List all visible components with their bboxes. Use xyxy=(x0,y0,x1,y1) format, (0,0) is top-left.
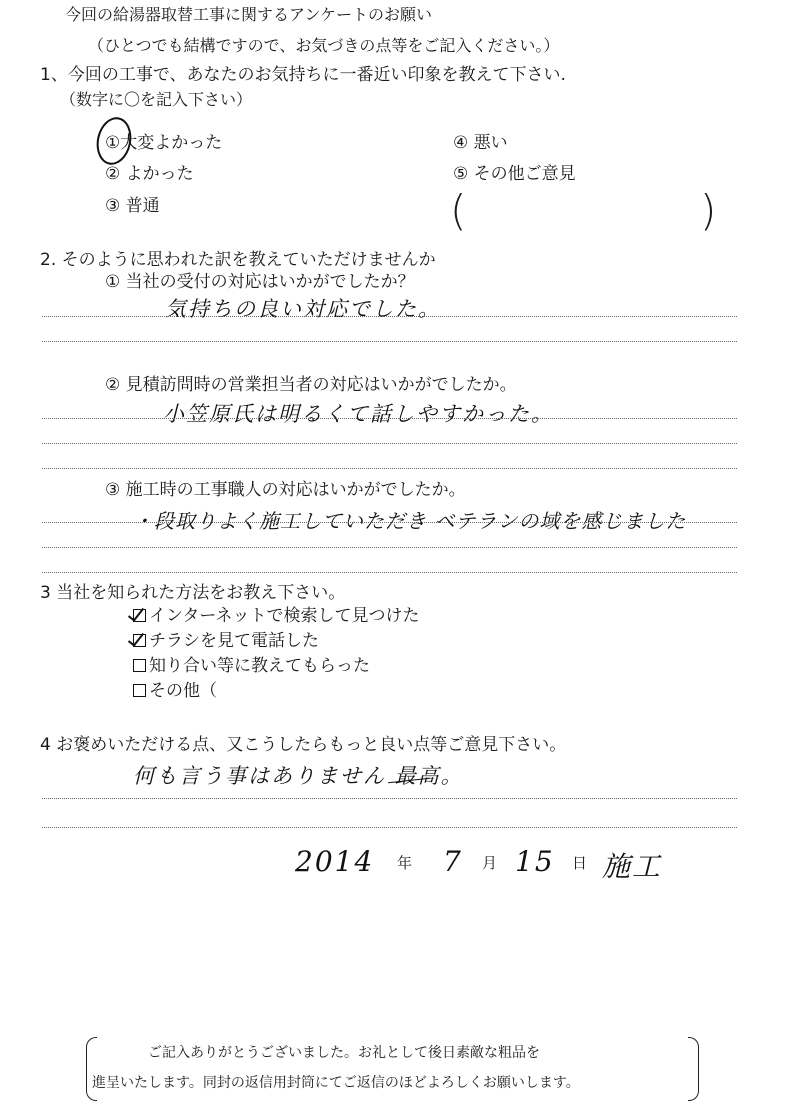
q3-option-flyer[interactable] xyxy=(133,631,319,651)
q3-option-referral[interactable] xyxy=(133,656,370,676)
q4-question: 4 お褒めいただける点、又こうしたらもっと良い点等ご意見下さい。 xyxy=(40,735,567,755)
date-month: 7 xyxy=(443,845,463,878)
q1-other-paren-open: ( xyxy=(450,186,467,235)
footer-line-1: ご記入ありがとうございました。お礼として後日素敵な粗品を xyxy=(148,1045,540,1061)
q3-option-other[interactable] xyxy=(133,681,217,701)
answer-line xyxy=(42,341,737,342)
q2-item-sales: ② 見積訪問時の営業担当者の対応はいかがでしたか。 xyxy=(105,375,517,395)
q2-item-workers: ③ 施工時の工事職人の対応はいかがでしたか。 xyxy=(105,480,466,500)
q2-answer-reception: 気持ちの良い対応でした。 xyxy=(165,297,441,321)
q2-item-reception: ① 当社の受付の対応はいかがでしたか？ xyxy=(105,272,415,292)
date-day: 15 xyxy=(515,845,555,878)
q2-answer-sales: 小笠原氏は明るくて話しやすかった。 xyxy=(163,402,554,426)
checkbox-icon[interactable] xyxy=(133,659,146,672)
q1-option-other[interactable]: ⑤ その他ご意見 xyxy=(453,164,576,184)
q1-option-normal[interactable]: ③ 普通 xyxy=(105,196,160,216)
date-suffix: 施工 xyxy=(602,850,663,883)
answer-line xyxy=(42,572,737,573)
answer-line xyxy=(42,827,737,828)
q4-answer: 何も言う事はありません 最高。 xyxy=(133,764,464,788)
checkbox-checked-icon[interactable] xyxy=(133,634,146,647)
answer-line xyxy=(42,522,737,523)
answer-line xyxy=(42,316,737,317)
q1-other-paren-close: ) xyxy=(700,186,717,235)
footer-line-2: 進呈いたします。同封の返信用封筒にてご返信のほどよろしくお願いします。 xyxy=(92,1075,580,1091)
answer-line xyxy=(42,418,737,419)
q3-option-label: 知り合い等に教えてもらった xyxy=(149,656,370,676)
q2-question: 2. そのように思われた訳を教えていただけませんか xyxy=(40,250,436,270)
date-year-unit: 年 xyxy=(397,854,413,872)
q2-answer-workers: ・段取りよく施工していただき ベテランの域を感じました xyxy=(133,509,687,533)
q3-option-label: チラシを見て電話した xyxy=(149,631,319,651)
q3-question: 3 当社を知られた方法をお教え下さい。 xyxy=(40,583,346,603)
q1-option-good[interactable]: ② よかった xyxy=(105,164,194,184)
date-day-unit: 日 xyxy=(572,854,588,872)
answer-line xyxy=(42,547,737,548)
answer-line xyxy=(42,798,737,799)
footer-bracket-right xyxy=(688,1037,699,1101)
date-year: 2014 xyxy=(295,845,375,878)
survey-title: 今回の給湯器取替工事に関するアンケートのお願い xyxy=(65,5,433,24)
checkbox-icon[interactable] xyxy=(133,684,146,697)
answer-line xyxy=(42,443,737,444)
survey-subtitle: （ひとつでも結構ですので、お気づきの点等をご記入ください。） xyxy=(88,36,560,55)
q1-instruction: （数字に〇を記入下さい） xyxy=(60,90,253,109)
q3-option-label: その他（ xyxy=(149,681,217,701)
q1-option-bad[interactable]: ④ 悪い xyxy=(453,133,508,153)
q3-option-label: インターネットで検索して見つけた xyxy=(149,606,420,626)
q3-option-internet[interactable] xyxy=(133,606,419,626)
answer-line xyxy=(42,468,737,469)
date-month-unit: 月 xyxy=(482,854,498,872)
q1-question: 1、今回の工事で、あなたのお気持ちに一番近い印象を教えて下さい. xyxy=(40,65,566,85)
q1-option-very-good[interactable]: ①大変よかった xyxy=(105,133,223,153)
checkbox-checked-icon[interactable] xyxy=(133,609,146,622)
